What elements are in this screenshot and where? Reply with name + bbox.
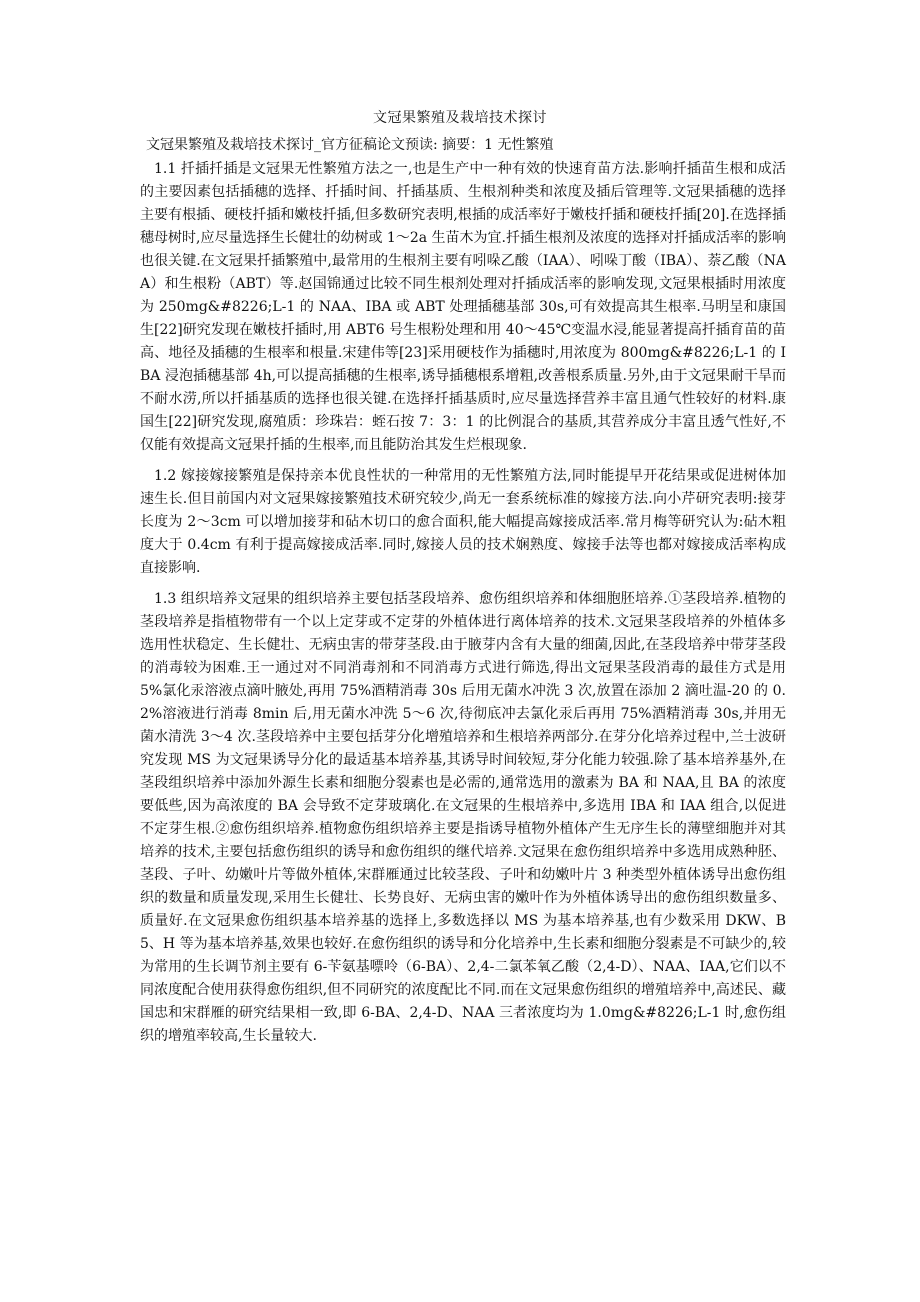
document-title: 文冠果繁殖及栽培技术探讨 (373, 110, 547, 126)
paragraph-cutting: 1.1 扦插扦插是文冠果无性繁殖方法之一,也是生产中一种有效的快速育苗方法.影响扦插苗生根和成活的主要因素包括插穗的选择、扦插时间、扦插基质、生根剂种类和浓度及插后管理等.文冠果插穗的选择主要有根插、硬枝扦插和嫩枝扦插,但多数研究表明,根插的成活率好于嫩枝扦插和硬枝扦插[20].在选择插穗母树时,应尽量选择生长健壮的幼树或 1～2a 生苗木为宜.扦插生根剂及浓度的选择对扦插成活率的影响也很关键.在文冠果扦插繁殖中,最常用的生根剂主要有吲哚乙酸（IAA）、吲哚丁酸（IBA）、萘乙酸（NAA）和生根粉（ABT）等.赵国锦通过比较不同生根剂处理对扦插成活率的影响发现,文冠果根插时用浓度为 250mg&#8226;L-1 的 NAA、IBA 或 ABT 处理插穗基部 30s,可有效提高其生根率.马明呈和康国生[22]研究发现在嫩枝扦插时,用 ABT6 号生根粉处理和用 40～45℃变温水浸,能显著提高扦插育苗的苗高、地径及插穗的生根率和根量.宋建伟等[23]采用硬枝作为插穗时,用浓度为 800mg&#8226;L-1 的 IBA 浸泡插穗基部 4h,可以提高插穗的生根率,诱导插穗根系增粗,改善根系质量.另外,由于文冠果耐干旱而不耐水涝,所以扦插基质的选择也很关键.在选择扦插基质时,应尽量选择营养丰富且通气性较好的材料.康国生[22]研究发现,腐殖质：珍珠岩：蛭石按 7：3：1 的比例混合的基质,其营养成分丰富且透气性好,不仅能有效提高文冠果扦插的生根率,而且能防治其发生烂根现象. (140, 161, 786, 453)
paragraph-grafting: 1.2 嫁接嫁接繁殖是保持亲本优良性状的一种常用的无性繁殖方法,同时能提早开花结果或促进树体加速生长.但目前国内对文冠果嫁接繁殖技术研究较少,尚无一套系统标准的嫁接方法.向小芹研究表明:接芽长度为 2～3cm 可以增加接芽和砧木切口的愈合面积,能大幅提高嫁接成活率.常月梅等研究认为:砧木粗度大于 0.4cm 有利于提高嫁接成活率.同时,嫁接人员的技术娴熟度、嫁接手法等也都对嫁接成活率构成直接影响. (140, 468, 786, 576)
paragraph-tissue-culture: 1.3 组织培养文冠果的组织培养主要包括茎段培养、愈伤组织培养和体细胞胚培养.①茎段培养.植物的茎段培养是指植物带有一个以上定芽或不定芽的外植体进行离体培养的技术.文冠果茎段培养的外植体多选用性状稳定、生长健壮、无病虫害的带芽茎段.由于腋芽内含有大量的细菌,因此,在茎段培养中带芽茎段的消毒较为困难.王一通过对不同消毒剂和不同消毒方式进行筛选,得出文冠果茎段消毒的最佳方式是用 5%氯化汞溶液点滴叶腋处,再用 75%酒精消毒 30s 后用无菌水冲洗 3 次,放置在添加 2 滴吐温-20 的 0.2%溶液进行消毒 8min 后,用无菌水冲洗 5～6 次,待彻底冲去氯化汞后再用 75%酒精消毒 30s,并用无菌水清洗 3～4 次.茎段培养中主要包括芽分化增殖培养和生根培养两部分.在芽分化培养过程中,兰士波研究发现 MS 为文冠果诱导分化的最适基本培养基,其诱导时间较短,芽分化能力较强.除了基本培养基外,在茎段组织培养中添加外源生长素和细胞分裂素也是必需的,通常选用的激素为 BA 和 NAA,且 BA 的浓度要低些,因为高浓度的 BA 会导致不定芽玻璃化.在文冠果的生根培养中,多选用 IBA 和 IAA 组合,以促进不定芽生根.②愈伤组织培养.植物愈伤组织培养主要是指诱导植物外植体产生无序生长的薄壁细胞并对其培养的技术,主要包括愈伤组织的诱导和愈伤组织的继代培养.文冠果在愈伤组织培养中多选用成熟种胚、茎段、子叶、幼嫩叶片等做外植体,宋群雁通过比较茎段、子叶和幼嫩叶片 3 种类型外植体诱导出愈伤组织的数量和质量发现,采用生长健壮、长势良好、无病虫害的嫩叶作为外植体诱导出的愈伤组织数量多、质量好.在文冠果愈伤组织基本培养基的选择上,多数选择以 MS 为基本培养基,也有少数采用 DKW、B5、H 等为基本培养基,效果也较好.在愈伤组织的诱导和分化培养中,生长素和细胞分裂素是不可缺少的,较为常用的生长调节剂主要有 6-苄氨基嘌呤（6-BA）、2,4-二氯苯氧乙酸（2,4-D）、NAA、IAA,它们以不同浓度配合使用获得愈伤组织,但不同研究的浓度配比不同.而在文冠果愈伤组织的增殖培养中,高述民、藏国忠和宋群雁的研究结果相一致,即 6-BA、2,4-D、NAA 三者浓度均为 1.0mg&#8226;L-1 时,愈伤组织的增殖率较高,生长量较大. (140, 591, 786, 1044)
lead-line: 文冠果繁殖及栽培技术探讨_官方征稿论文预读: 摘要：1 无性繁殖 (146, 137, 554, 153)
